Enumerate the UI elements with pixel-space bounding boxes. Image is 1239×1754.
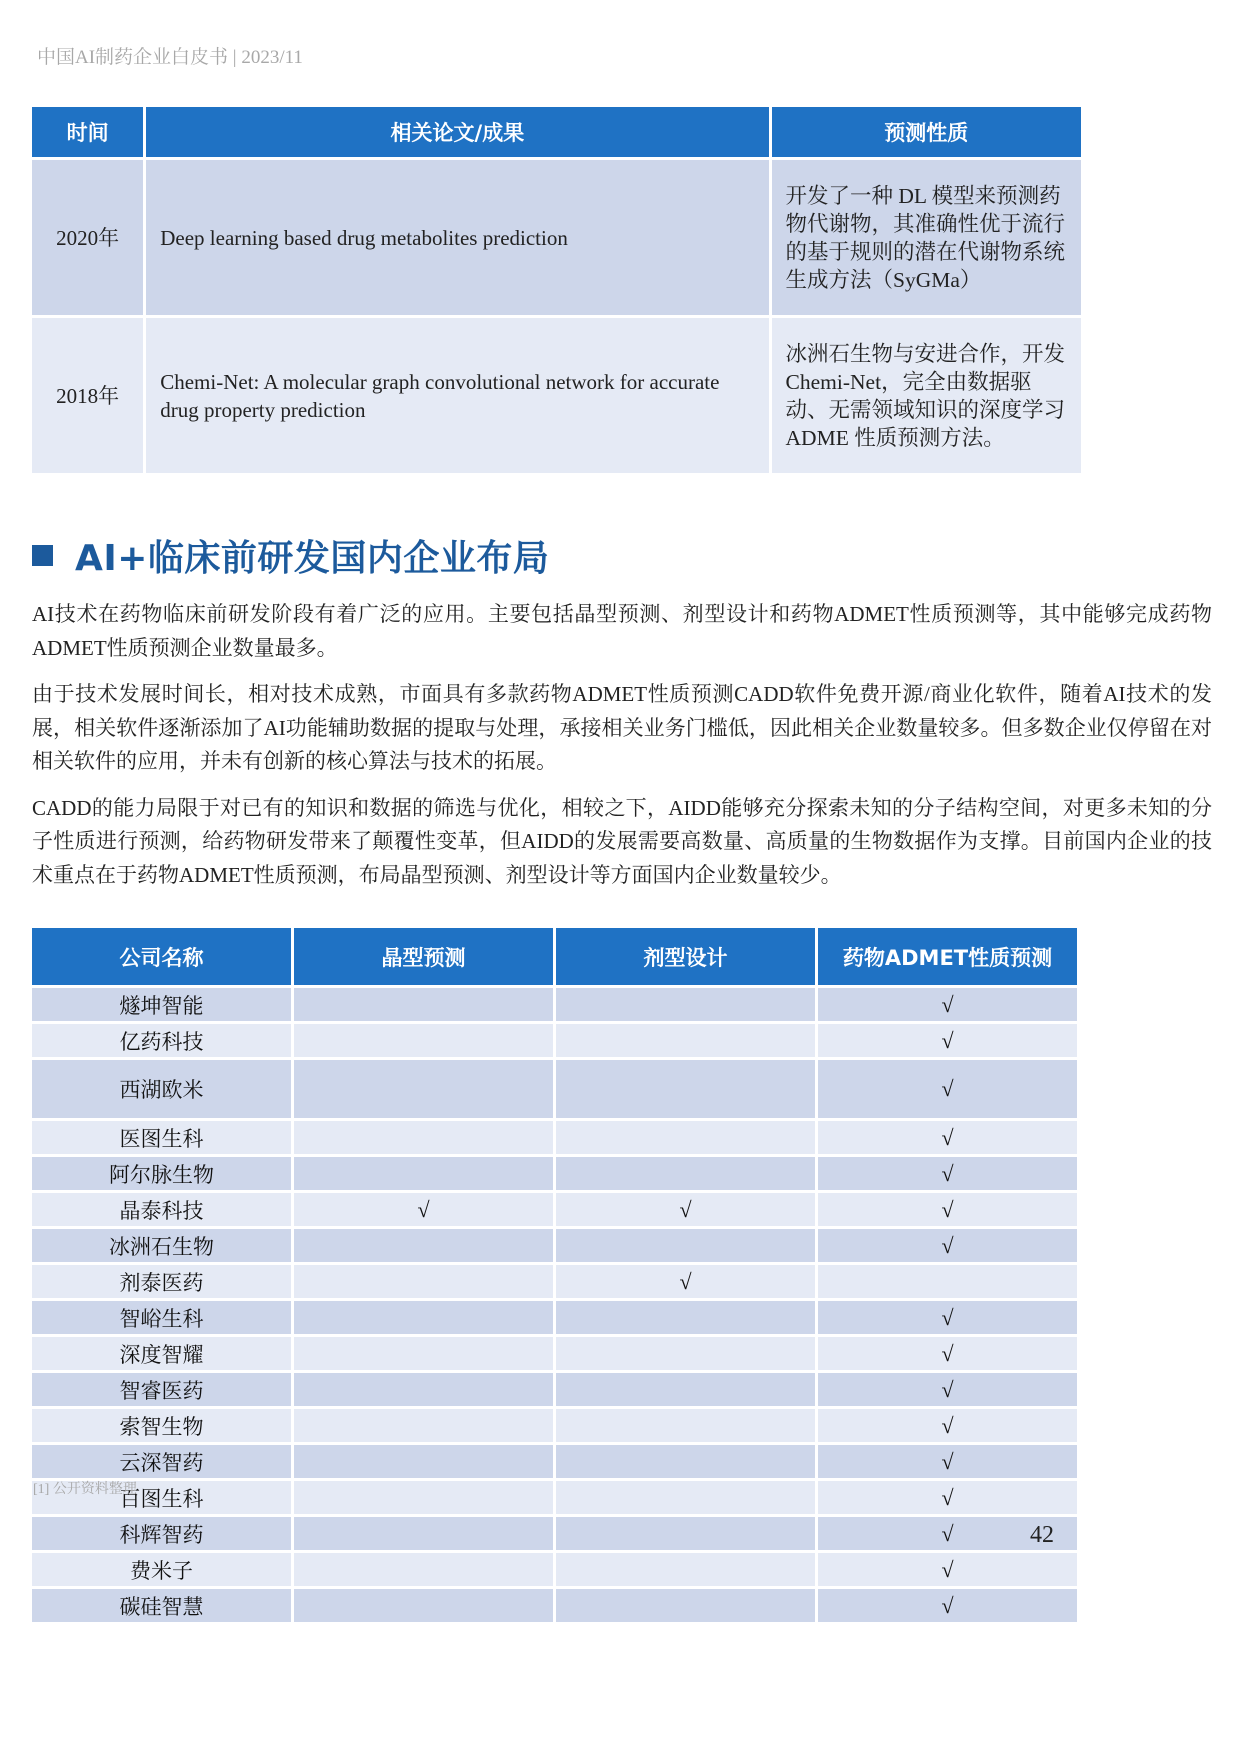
crystal-prediction-cell xyxy=(294,988,553,1021)
company-name-cell: 智睿医药 xyxy=(32,1373,291,1406)
admet-prediction-cell: √ xyxy=(818,1481,1077,1514)
table-row xyxy=(32,988,1077,1021)
admet-prediction-cell: √ xyxy=(818,1517,1077,1550)
table-row xyxy=(32,1337,1077,1370)
formulation-design-cell xyxy=(556,1301,815,1334)
company-name-cell: 剂泰医药 xyxy=(32,1265,291,1298)
admet-prediction-cell: √ xyxy=(818,1373,1077,1406)
company-name-cell: 阿尔脉生物 xyxy=(32,1157,291,1190)
crystal-prediction-cell xyxy=(294,1301,553,1334)
crystal-prediction-cell xyxy=(294,1157,553,1190)
header-crystal: 晶型预测 xyxy=(294,928,553,985)
formulation-design-cell xyxy=(556,1121,815,1154)
formulation-design-cell xyxy=(556,1517,815,1550)
crystal-prediction-cell xyxy=(294,1553,553,1586)
table-row xyxy=(32,160,1081,315)
header-formulation: 剂型设计 xyxy=(556,928,815,985)
company-name-cell: 科辉智药 xyxy=(32,1517,291,1550)
admet-prediction-cell: √ xyxy=(818,1229,1077,1262)
admet-prediction-cell: √ xyxy=(818,1445,1077,1478)
table-row xyxy=(32,1229,1077,1262)
formulation-design-cell xyxy=(556,1373,815,1406)
company-name-cell: 燧坤智能 xyxy=(32,988,291,1021)
formulation-design-cell xyxy=(556,1157,815,1190)
table-row xyxy=(32,1409,1077,1442)
company-name-cell: 碳硅智慧 xyxy=(32,1589,291,1622)
company-name-cell: 云深智药 xyxy=(32,1445,291,1478)
table-row xyxy=(32,1121,1077,1154)
company-name-cell: 费米子 xyxy=(32,1553,291,1586)
paragraph: CADD的能力局限于对已有的知识和数据的筛选与优化，相较之下，AIDD能够充分探索未知的分子结构空间，对更多未知的分子性质进行预测，给药物研发带来了颠覆性变革，但AIDD的发展需要高数量、高质量的生物数据作为支撑。目前国内企业的技术重点在于药物ADMET性质预测，布局晶型预测、剂型设计等方面国内企业数量较少。 xyxy=(32,795,1212,887)
companies-table xyxy=(29,925,1080,1625)
crystal-prediction-cell xyxy=(294,1373,553,1406)
company-name-cell: 亿药科技 xyxy=(32,1024,291,1057)
company-name-cell: 冰洲石生物 xyxy=(32,1229,291,1262)
running-head: 中国AI制药企业白皮书 | 2023/11 xyxy=(37,47,303,68)
formulation-design-cell xyxy=(556,1229,815,1262)
year-cell: 2018年 xyxy=(32,318,143,473)
formulation-design-cell xyxy=(556,1553,815,1586)
table-row xyxy=(32,1024,1077,1057)
footnote: [1] 公开资料整理 xyxy=(33,1482,137,1497)
crystal-prediction-cell xyxy=(294,1517,553,1550)
formulation-design-cell xyxy=(556,988,815,1021)
table-row xyxy=(32,1589,1077,1622)
crystal-prediction-cell xyxy=(294,1060,553,1118)
formulation-design-cell xyxy=(556,1481,815,1514)
header-company: 公司名称 xyxy=(32,928,291,985)
papers-table xyxy=(29,104,1084,476)
admet-prediction-cell: √ xyxy=(818,1024,1077,1057)
formulation-design-cell xyxy=(556,1409,815,1442)
admet-prediction-cell: √ xyxy=(818,988,1077,1021)
table-row xyxy=(32,1060,1077,1118)
company-name-cell: 西湖欧米 xyxy=(32,1060,291,1118)
company-name-cell: 深度智耀 xyxy=(32,1337,291,1370)
body-text xyxy=(32,598,1212,905)
formulation-design-cell: √ xyxy=(556,1265,815,1298)
paragraph: AI技术在药物临床前研发阶段有着广泛的应用。主要包括晶型预测、剂型设计和药物ADMET性质预测等，其中能够完成药物ADMET性质预测企业数量最多。 xyxy=(32,602,1212,660)
company-name-cell: 索智生物 xyxy=(32,1409,291,1442)
company-name-cell: 智峪生科 xyxy=(32,1301,291,1334)
crystal-prediction-cell xyxy=(294,1265,553,1298)
admet-prediction-cell xyxy=(818,1265,1077,1298)
formulation-design-cell xyxy=(556,1589,815,1622)
company-name-cell: 百图生科 xyxy=(32,1481,291,1514)
crystal-prediction-cell xyxy=(294,1445,553,1478)
table-row xyxy=(32,1553,1077,1586)
table-row xyxy=(32,1517,1077,1550)
table-row xyxy=(32,1301,1077,1334)
table-row xyxy=(32,1373,1077,1406)
admet-prediction-cell: √ xyxy=(818,1193,1077,1226)
formulation-design-cell xyxy=(556,1445,815,1478)
crystal-prediction-cell xyxy=(294,1337,553,1370)
table-row xyxy=(32,1481,1077,1514)
formulation-design-cell xyxy=(556,1060,815,1118)
admet-prediction-cell: √ xyxy=(818,1157,1077,1190)
papers-table-header xyxy=(32,107,1081,157)
paper-cell: Chemi-Net: A molecular graph convolutional network for accurate drug property prediction xyxy=(146,318,768,473)
company-name-cell: 医图生科 xyxy=(32,1121,291,1154)
header-admet: 药物ADMET性质预测 xyxy=(818,928,1077,985)
admet-prediction-cell: √ xyxy=(818,1060,1077,1118)
table-row xyxy=(32,1193,1077,1226)
paper-cell: Deep learning based drug metabolites prediction xyxy=(146,160,768,315)
companies-table-header xyxy=(32,928,1077,985)
admet-prediction-cell: √ xyxy=(818,1553,1077,1586)
crystal-prediction-cell xyxy=(294,1229,553,1262)
year-cell: 2020年 xyxy=(32,160,143,315)
formulation-design-cell xyxy=(556,1024,815,1057)
company-name-cell: 晶泰科技 xyxy=(32,1193,291,1226)
admet-prediction-cell: √ xyxy=(818,1409,1077,1442)
crystal-prediction-cell xyxy=(294,1481,553,1514)
page-number: 42 xyxy=(1030,1522,1054,1548)
table-row xyxy=(32,1265,1077,1298)
paragraph: 由于技术发展时间长，相对技术成熟，市面具有多款药物ADMET性质预测CADD软件免费开源/商业化软件，随着AI技术的发展，相关软件逐渐添加了AI功能辅助数据的提取与处理，承接相关业务门槛低，因此相关企业数量较多。但多数企业仅停留在对相关软件的应用，并未有创新的核心算法与技术的拓展。 xyxy=(32,682,1212,773)
crystal-prediction-cell: √ xyxy=(294,1193,553,1226)
admet-prediction-cell: √ xyxy=(818,1337,1077,1370)
admet-prediction-cell: √ xyxy=(818,1121,1077,1154)
section-title: AI+临床前研发国内企业布局 xyxy=(75,538,550,579)
property-cell: 冰洲石生物与安进合作，开发Chemi-Net，完全由数据驱动、无需领域知识的深度学习ADME 性质预测方法。 xyxy=(772,318,1081,473)
header-time: 时间 xyxy=(32,107,143,157)
admet-prediction-cell: √ xyxy=(818,1301,1077,1334)
header-property: 预测性质 xyxy=(772,107,1081,157)
header-paper: 相关论文/成果 xyxy=(146,107,768,157)
table-row xyxy=(32,1157,1077,1190)
table-row xyxy=(32,1445,1077,1478)
property-cell: 开发了一种 DL 模型来预测药物代谢物，其准确性优于流行的基于规则的潜在代谢物系统生成方法（SyGMa） xyxy=(772,160,1081,315)
crystal-prediction-cell xyxy=(294,1589,553,1622)
section-heading xyxy=(32,530,549,581)
formulation-design-cell xyxy=(556,1337,815,1370)
crystal-prediction-cell xyxy=(294,1024,553,1057)
crystal-prediction-cell xyxy=(294,1409,553,1442)
admet-prediction-cell: √ xyxy=(818,1589,1077,1622)
square-bullet-icon xyxy=(32,545,53,566)
table-row xyxy=(32,318,1081,473)
crystal-prediction-cell xyxy=(294,1121,553,1154)
formulation-design-cell: √ xyxy=(556,1193,815,1226)
